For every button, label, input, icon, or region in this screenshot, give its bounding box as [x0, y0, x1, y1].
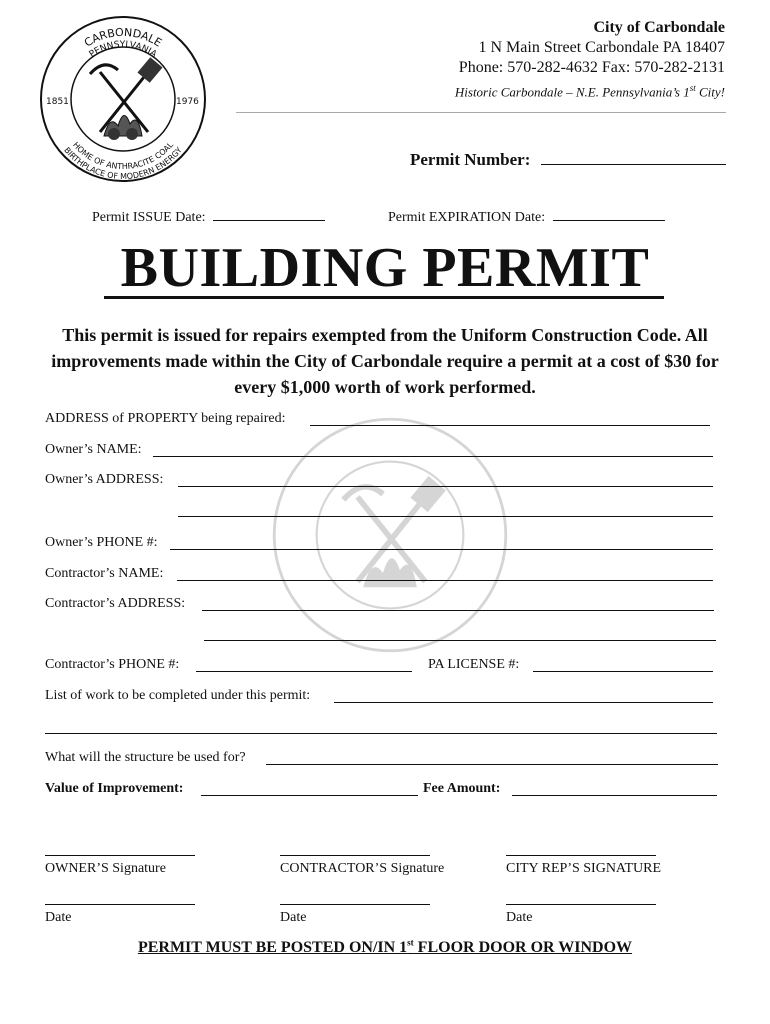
contractor-signature-line[interactable] [280, 855, 430, 856]
svg-text:BIRTHPLACE OF MODERN ENERGY: BIRTHPLACE OF MODERN ENERGY [62, 145, 184, 182]
contractor-date-line[interactable] [280, 904, 430, 905]
contractor-address-label: Contractor’s ADDRESS: [45, 596, 186, 611]
contractor-phone-label: Contractor’s PHONE #: [45, 657, 180, 672]
title-underline [104, 296, 664, 299]
owner-signature-line[interactable] [45, 855, 195, 856]
address-property-field[interactable] [310, 425, 710, 426]
page-title: BUILDING PERMIT [120, 237, 650, 299]
structure-use-label: What will the structure be used for? [45, 750, 246, 765]
posting-notice: PERMIT MUST BE POSTED ON/IN 1st FLOOR DOOR OR WINDOW [137, 938, 633, 957]
expiration-date-label: Permit EXPIRATION Date: [388, 210, 546, 225]
value-improvement-field[interactable] [201, 795, 418, 796]
city-rep-date-line[interactable] [506, 904, 656, 905]
city-name: City of Carbondale [593, 19, 725, 36]
city-seal-logo [38, 14, 208, 184]
contractor-address-field-2[interactable] [204, 640, 716, 641]
letterhead [455, 18, 725, 102]
city-phone-fax: Phone: 570-282-4632 Fax: 570-282-2131 [458, 59, 725, 76]
owner-address-field[interactable] [178, 486, 713, 487]
city-rep-signature-line[interactable] [506, 855, 656, 856]
issue-date-label: Permit ISSUE Date: [92, 210, 206, 225]
issue-date-field[interactable] [213, 206, 325, 221]
svg-text:PENNSYLVANIA: PENNSYLVANIA [87, 39, 159, 60]
contractor-signature-label: CONTRACTOR’S Signature [280, 861, 445, 876]
value-improvement-label: Value of Improvement: [45, 781, 184, 796]
contractor-phone-field[interactable] [196, 671, 412, 672]
svg-text:CARBONDALE: CARBONDALE [81, 25, 165, 50]
permit-description: This permit is issued for repairs exempted from the Uniform Construction Code. All improvements made within the City of Carbondale require a permit at a cost of $30 for every $1,000 worth of work performed. [51, 325, 719, 397]
permit-number-field[interactable] [541, 150, 726, 165]
owner-signature-label: OWNER’S Signature [45, 861, 166, 876]
city-tagline: Historic Carbondale – N.E. Pennsylvania’s 1st City! [454, 83, 725, 100]
fee-amount-label: Fee Amount: [423, 781, 501, 796]
contractor-date-label: Date [280, 910, 307, 925]
fee-amount-field[interactable] [512, 795, 717, 796]
svg-text:1851: 1851 [46, 97, 69, 107]
owner-phone-field[interactable] [170, 549, 713, 550]
owner-name-label: Owner’s NAME: [45, 442, 142, 457]
expiration-date-row [388, 206, 665, 226]
header-divider [236, 112, 726, 113]
permit-number-label: Permit Number: [410, 150, 531, 169]
expiration-date-field[interactable] [553, 206, 665, 221]
work-list-field-2[interactable] [45, 733, 717, 734]
owner-name-field[interactable] [153, 456, 713, 457]
owner-date-line[interactable] [45, 904, 195, 905]
work-list-label: List of work to be completed under this permit: [45, 688, 311, 703]
pa-license-field[interactable] [533, 671, 713, 672]
svg-text:1976: 1976 [176, 97, 199, 107]
svg-text:HOME OF ANTHRACITE COAL: HOME OF ANTHRACITE COAL [70, 140, 176, 172]
permit-number-row [410, 150, 726, 170]
owner-address-field-2[interactable] [178, 516, 713, 517]
city-rep-date-label: Date [506, 910, 533, 925]
city-address: 1 N Main Street Carbondale PA 18407 [478, 39, 725, 56]
structure-use-field[interactable] [266, 764, 718, 765]
seal-watermark [270, 410, 510, 660]
contractor-address-field[interactable] [202, 610, 714, 611]
address-property-label: ADDRESS of PROPERTY being repaired: [45, 411, 286, 426]
city-rep-signature-label: CITY REP’S SIGNATURE [506, 861, 662, 876]
owner-date-label: Date [45, 910, 72, 925]
contractor-name-field[interactable] [177, 580, 713, 581]
owner-address-label: Owner’s ADDRESS: [45, 472, 164, 487]
pa-license-label: PA LICENSE #: [428, 657, 520, 672]
issue-date-row [92, 206, 325, 226]
work-list-field[interactable] [334, 702, 713, 703]
owner-phone-label: Owner’s PHONE #: [45, 535, 158, 550]
contractor-name-label: Contractor’s NAME: [45, 566, 164, 581]
